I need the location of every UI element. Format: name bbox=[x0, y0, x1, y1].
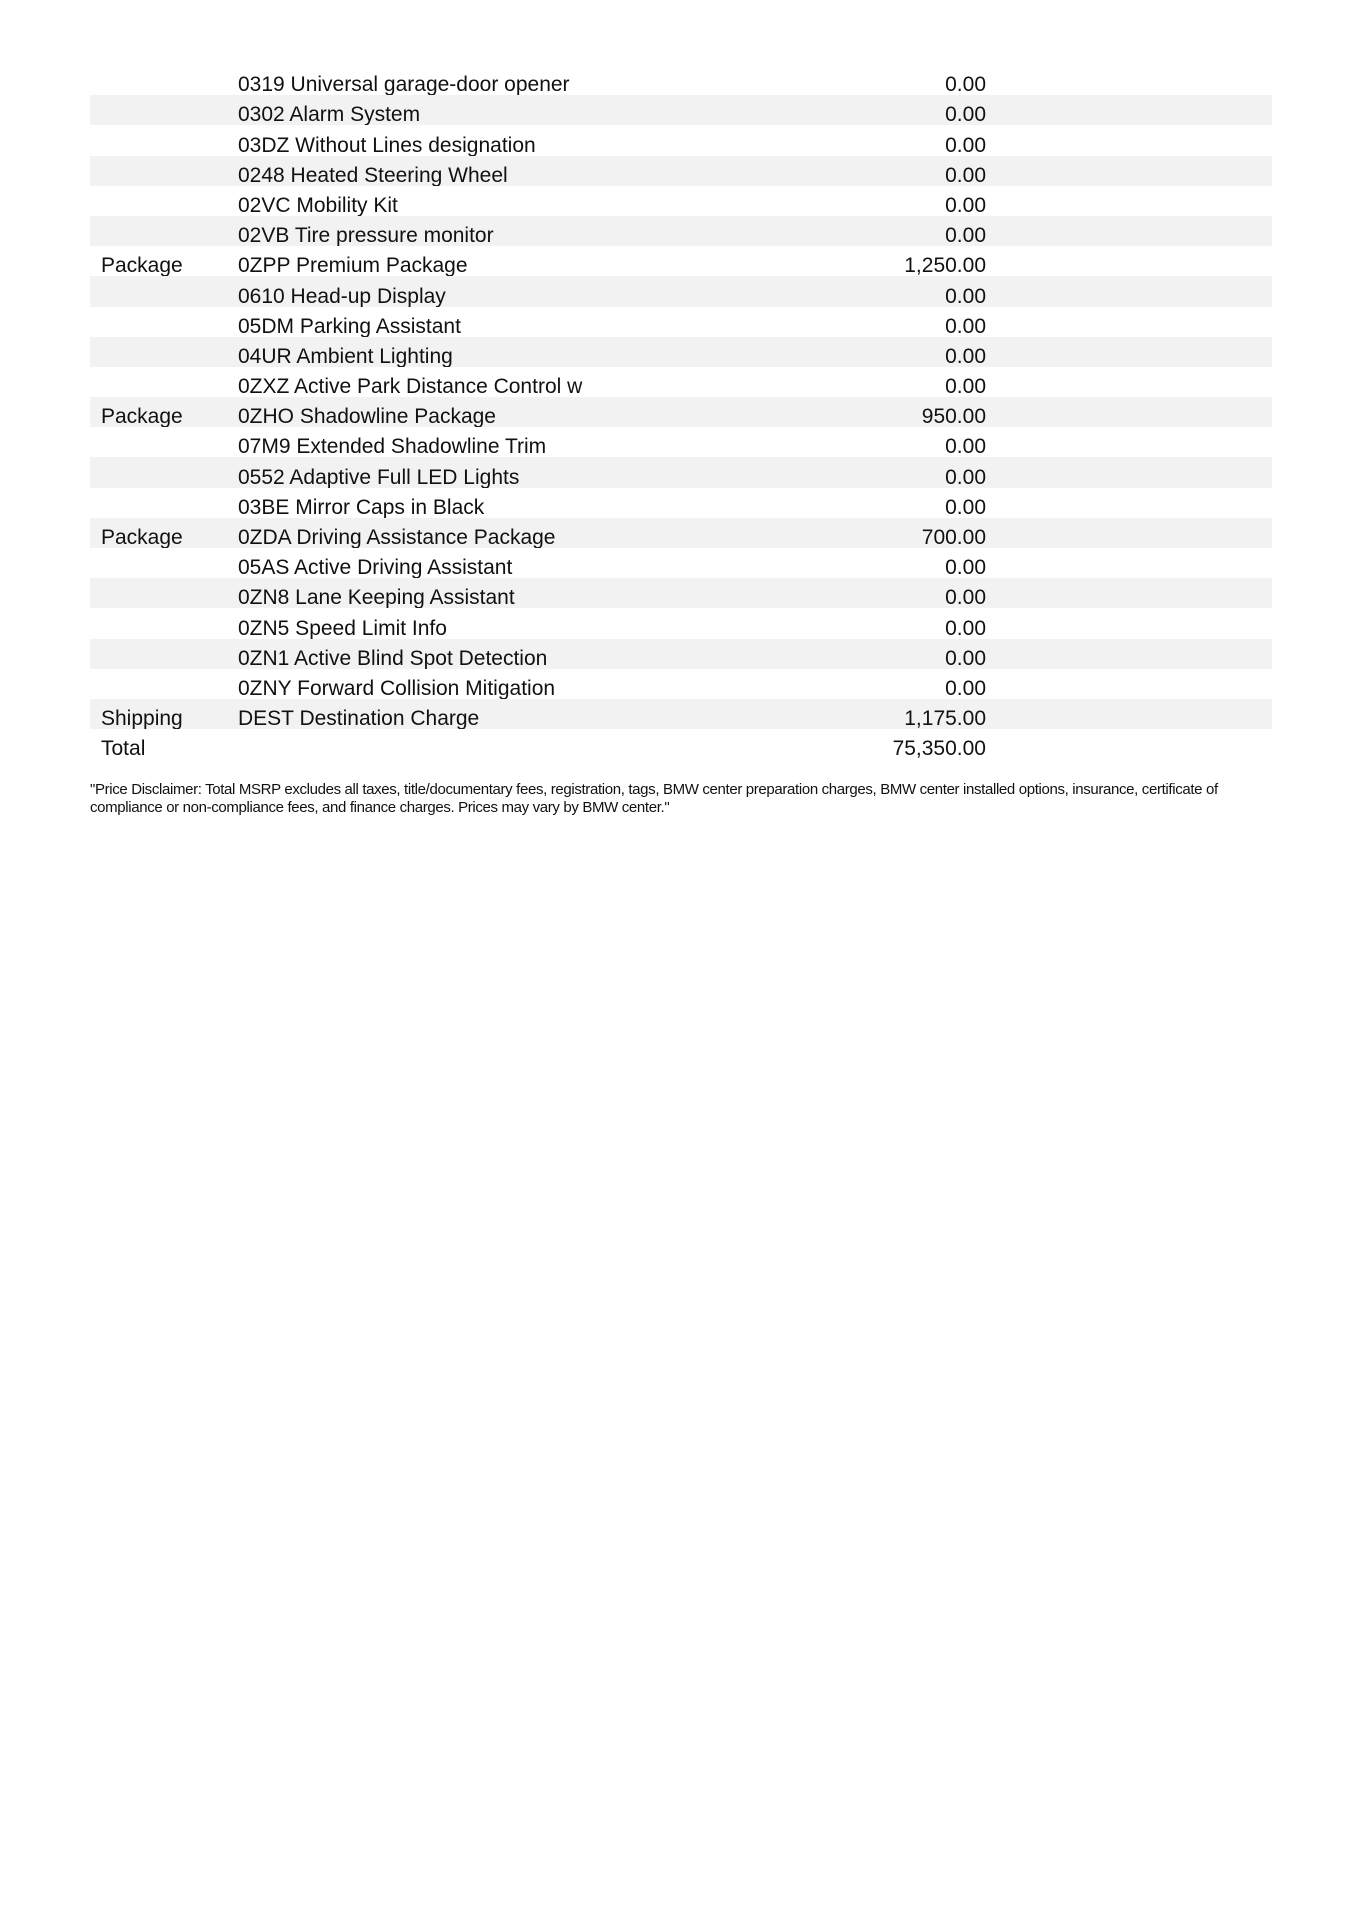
row-price: 0.00 bbox=[945, 495, 986, 518]
row-spacer bbox=[986, 397, 1272, 427]
row-description: 02VB Tire pressure monitor bbox=[238, 216, 798, 246]
table-row bbox=[90, 156, 1272, 186]
row-price: 0.00 bbox=[798, 276, 986, 306]
row-description: 07M9 Extended Shadowline Trim bbox=[238, 435, 547, 458]
row-description: 0ZPP Premium Package bbox=[238, 254, 468, 277]
row-spacer bbox=[986, 669, 1272, 699]
row-spacer bbox=[986, 608, 1272, 638]
row-category bbox=[90, 307, 238, 337]
row-price: 0.00 bbox=[945, 375, 986, 398]
row-price: 0.00 bbox=[798, 95, 986, 125]
row-description: 0ZNY Forward Collision Mitigation bbox=[238, 676, 556, 699]
price-sheet bbox=[90, 65, 1272, 817]
row-spacer bbox=[986, 548, 1272, 578]
table-row bbox=[90, 337, 1272, 367]
row-spacer bbox=[986, 307, 1272, 337]
row-spacer bbox=[986, 156, 1272, 186]
row-spacer bbox=[986, 699, 1272, 729]
table-row bbox=[90, 457, 1272, 487]
row-description: 03DZ Without Lines designation bbox=[238, 133, 536, 156]
options-price-table bbox=[90, 65, 1272, 759]
row-spacer bbox=[986, 457, 1272, 487]
row-spacer bbox=[986, 427, 1272, 457]
row-price: 0.00 bbox=[945, 616, 986, 639]
row-price: 75,350.00 bbox=[892, 737, 986, 760]
row-spacer bbox=[986, 518, 1272, 548]
row-price: 0.00 bbox=[945, 193, 986, 216]
table-row bbox=[90, 518, 1272, 548]
row-category bbox=[90, 457, 238, 487]
row-spacer bbox=[986, 729, 1272, 759]
row-category bbox=[90, 488, 238, 518]
row-category bbox=[90, 125, 238, 155]
row-description: 04UR Ambient Lighting bbox=[238, 337, 798, 367]
row-category bbox=[90, 639, 238, 669]
row-price: 0.00 bbox=[945, 435, 986, 458]
row-category bbox=[90, 156, 238, 186]
table-row bbox=[90, 65, 1272, 95]
row-price: 0.00 bbox=[945, 133, 986, 156]
table-row bbox=[90, 367, 1272, 397]
row-description: 0ZDA Driving Assistance Package bbox=[238, 518, 798, 548]
table-row bbox=[90, 216, 1272, 246]
table-row bbox=[90, 578, 1272, 608]
row-spacer bbox=[986, 367, 1272, 397]
row-category: Shipping bbox=[90, 699, 238, 729]
row-description: 0ZXZ Active Park Distance Control w bbox=[238, 375, 583, 398]
row-price: 0.00 bbox=[945, 73, 986, 96]
table-row bbox=[90, 125, 1272, 155]
row-category bbox=[90, 548, 238, 578]
table-row bbox=[90, 699, 1272, 729]
row-price: 0.00 bbox=[798, 639, 986, 669]
table-row bbox=[90, 639, 1272, 669]
row-description: 0ZN5 Speed Limit Info bbox=[238, 616, 447, 639]
row-price: 0.00 bbox=[798, 216, 986, 246]
row-description: DEST Destination Charge bbox=[238, 699, 798, 729]
row-spacer bbox=[986, 276, 1272, 306]
row-price: 0.00 bbox=[945, 556, 986, 579]
row-price: 0.00 bbox=[945, 314, 986, 337]
row-price: 0.00 bbox=[945, 676, 986, 699]
row-description: 0302 Alarm System bbox=[238, 95, 798, 125]
row-description: 0ZN8 Lane Keeping Assistant bbox=[238, 578, 798, 608]
row-description: 0319 Universal garage-door opener bbox=[238, 73, 570, 96]
row-category: Package bbox=[101, 254, 183, 277]
row-description bbox=[238, 729, 798, 759]
table-row bbox=[90, 548, 1272, 578]
row-spacer bbox=[986, 337, 1272, 367]
table-row bbox=[90, 246, 1272, 276]
row-description: 0ZN1 Active Blind Spot Detection bbox=[238, 639, 798, 669]
row-category bbox=[90, 276, 238, 306]
row-spacer bbox=[986, 125, 1272, 155]
row-price: 0.00 bbox=[798, 578, 986, 608]
row-category bbox=[90, 669, 238, 699]
row-spacer bbox=[986, 578, 1272, 608]
row-category bbox=[90, 186, 238, 216]
options-price-rows bbox=[90, 65, 1272, 759]
table-row bbox=[90, 186, 1272, 216]
row-category: Package bbox=[90, 518, 238, 548]
row-description: 0248 Heated Steering Wheel bbox=[238, 156, 798, 186]
row-category bbox=[90, 367, 238, 397]
row-category bbox=[90, 65, 238, 95]
row-spacer bbox=[986, 65, 1272, 95]
row-category: Total bbox=[101, 737, 146, 760]
row-price: 0.00 bbox=[798, 156, 986, 186]
row-spacer bbox=[986, 186, 1272, 216]
total-row bbox=[90, 729, 1272, 759]
row-category bbox=[90, 216, 238, 246]
row-price: 1,250.00 bbox=[904, 254, 986, 277]
row-category bbox=[90, 337, 238, 367]
row-price: 700.00 bbox=[798, 518, 986, 548]
row-description: 05DM Parking Assistant bbox=[238, 314, 461, 337]
row-category: Package bbox=[90, 397, 238, 427]
row-category bbox=[90, 578, 238, 608]
row-spacer bbox=[986, 216, 1272, 246]
table-row bbox=[90, 307, 1272, 337]
table-row bbox=[90, 95, 1272, 125]
row-description: 03BE Mirror Caps in Black bbox=[238, 495, 485, 518]
price-disclaimer: "Price Disclaimer: Total MSRP excludes all taxes, title/documentary fees, registration, tags, BMW center preparation charges, BMW center installed options, insurance, certificate of compliance or non-compliance fees, and finance charges. Prices may vary by BMW center." bbox=[90, 781, 1218, 817]
row-price: 0.00 bbox=[798, 457, 986, 487]
row-category bbox=[90, 95, 238, 125]
table-row bbox=[90, 669, 1272, 699]
row-price: 1,175.00 bbox=[798, 699, 986, 729]
row-spacer bbox=[986, 488, 1272, 518]
table-row bbox=[90, 488, 1272, 518]
row-description: 0ZHO Shadowline Package bbox=[238, 397, 798, 427]
row-description: 0552 Adaptive Full LED Lights bbox=[238, 457, 798, 487]
table-row bbox=[90, 397, 1272, 427]
row-spacer bbox=[986, 95, 1272, 125]
row-description: 05AS Active Driving Assistant bbox=[238, 556, 513, 579]
row-category bbox=[90, 608, 238, 638]
row-category bbox=[90, 427, 238, 457]
table-row bbox=[90, 427, 1272, 457]
row-price: 0.00 bbox=[798, 337, 986, 367]
table-row bbox=[90, 276, 1272, 306]
row-description: 0610 Head-up Display bbox=[238, 276, 798, 306]
table-row bbox=[90, 608, 1272, 638]
row-spacer bbox=[986, 246, 1272, 276]
row-spacer bbox=[986, 639, 1272, 669]
row-description: 02VC Mobility Kit bbox=[238, 193, 398, 216]
row-price: 950.00 bbox=[798, 397, 986, 427]
